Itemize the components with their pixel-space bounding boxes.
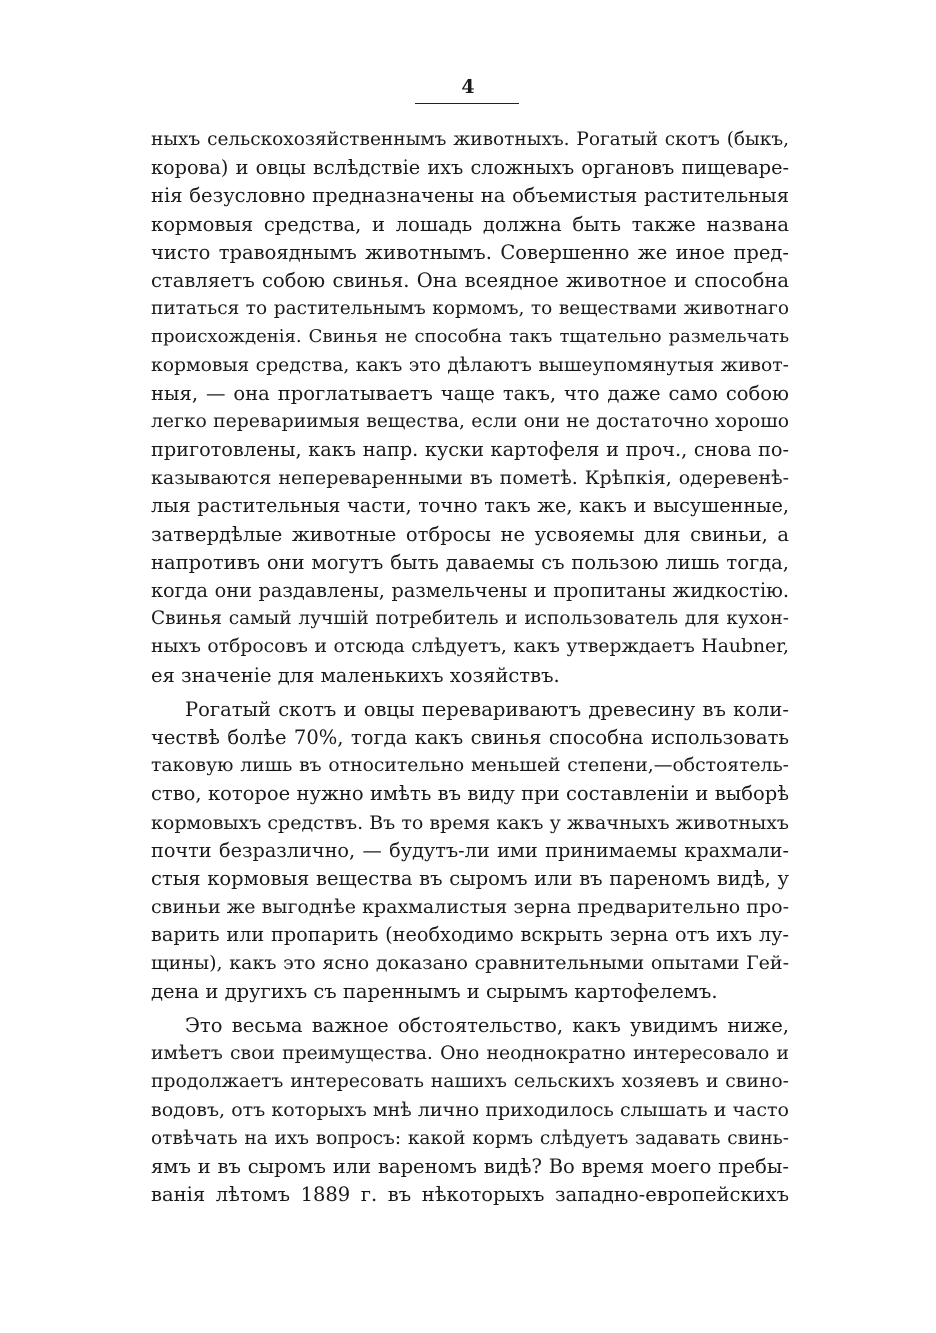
paragraph [151,1012,789,1209]
text-line: напротивъ они могутъ быть даваемы съ пользою лишь тогда, [151,550,789,574]
text-line: ныхъ отбросовъ и отсюда слѣдуетъ, какъ утверждаетъ Haubner, [151,636,789,658]
text-line: происхожденія. Свинья не способна такъ тщательно размельчать [151,326,789,348]
text-line: ставляетъ собою свинья. Она всеядное животное и способна [151,268,789,292]
text-line: кормовыя средства, какъ это дѣлаютъ вышеупомянутыя живот- [151,354,789,376]
text-line: нія безусловно предназначены на объемистыя растительныя [151,184,789,208]
page-number: 4 [461,76,475,98]
text-line: ныя, — она проглатываетъ чаще такъ, что даже само собою [151,381,789,405]
text-line: легко перевариимыя вещества, если они не достаточно хорошо [151,410,789,432]
text-line: продолжаетъ интересовать нашихъ сельскихъ хозяевъ и свино- [151,1071,789,1093]
text-line: затвердѣлые животные отбросы не усвояемы для свиньи, а [151,522,789,546]
text-line: ванія лѣтомъ 1889 г. въ нѣкоторыхъ западно-европейскихъ [151,1182,789,1206]
text-line: ямъ и въ сыромъ или вареномъ видѣ? Во время моего пребы- [151,1154,789,1178]
paragraph [151,696,789,1006]
text-line: дена и другихъ съ пареннымъ и сырымъ картофелемъ. [151,979,718,1003]
paragraph [151,126,789,690]
text-line: щины), какъ это ясно доказано сравнительными опытами Гей- [151,952,789,975]
text-line: ея значеніе для маленькихъ хозяйствъ. [151,663,560,687]
text-line: кормовыхъ средствъ. Въ то время какъ у жвачныхъ животныхъ [151,811,789,834]
text-line: когда они раздавлены, размельчены и пропитаны жидкостію. [151,579,789,602]
text-line: ныхъ сельскохозяйственнымъ животныхъ. Рогатый скотъ (быкъ, [151,129,789,150]
text-line: питаться то растительнымъ кормомъ, то веществами животнаго [151,298,789,320]
text-line: чисто травояднымъ животнымъ. Совершенно же иное пред- [151,240,789,264]
text-line: Свинья самый лучшій потребитель и использователь для кухон- [151,608,789,630]
text-line: Это весьма важное обстоятельство, какъ увидимъ ниже, [185,1013,789,1037]
text-line: чествѣ болѣе 70%, тогда какъ свинья способна использовать [151,725,789,749]
text-line: таковую лишь въ относительно меньшей степени,—обстоятель- [151,755,789,777]
text-line: свиньи же выгоднѣе крахмалистыя зерна предварительно про- [151,896,789,919]
text-line: приготовлены, какъ напр. куски картофеля и проч., снова по- [151,438,789,462]
text-line: корова) и овцы вслѣдствіе ихъ сложныхъ органовъ пищеваре- [151,156,789,180]
text-line: ство, которое нужно имѣть въ виду при составленіи и выборѣ [151,782,789,806]
header-rule [415,103,519,104]
text-line: Рогатый скотъ и овцы перевариваютъ древесину въ коли- [185,697,789,721]
text-line: стыя кормовыя вещества въ сыромъ или въ пареномъ видѣ, у [151,866,789,890]
text-line: водовъ, отъ которыхъ мнѣ лично приходилось слышать и часто [151,1099,789,1122]
text-line: казываются непереваренными въ пометѣ. Крѣпкія, одеревенѣ- [151,467,789,490]
body-text [151,126,789,1209]
text-line: варить или пропарить (необходимо вскрыть зерна отъ ихъ лу- [151,923,789,947]
text-line: отвѣчать на ихъ вопросъ: какой кормъ слѣдуетъ задавать свинь- [151,1127,789,1149]
text-line: кормовыя средства, и лошадь должна быть также названа [151,212,789,236]
text-line: имѣетъ свои преимущества. Оно неоднократно интересовало и [151,1043,789,1064]
text-line: лыя растительныя части, точно такъ же, какъ и высушенные, [151,494,789,518]
text-line: почти безразлично, — будутъ-ли ими принимаемы крахмали- [151,838,789,862]
